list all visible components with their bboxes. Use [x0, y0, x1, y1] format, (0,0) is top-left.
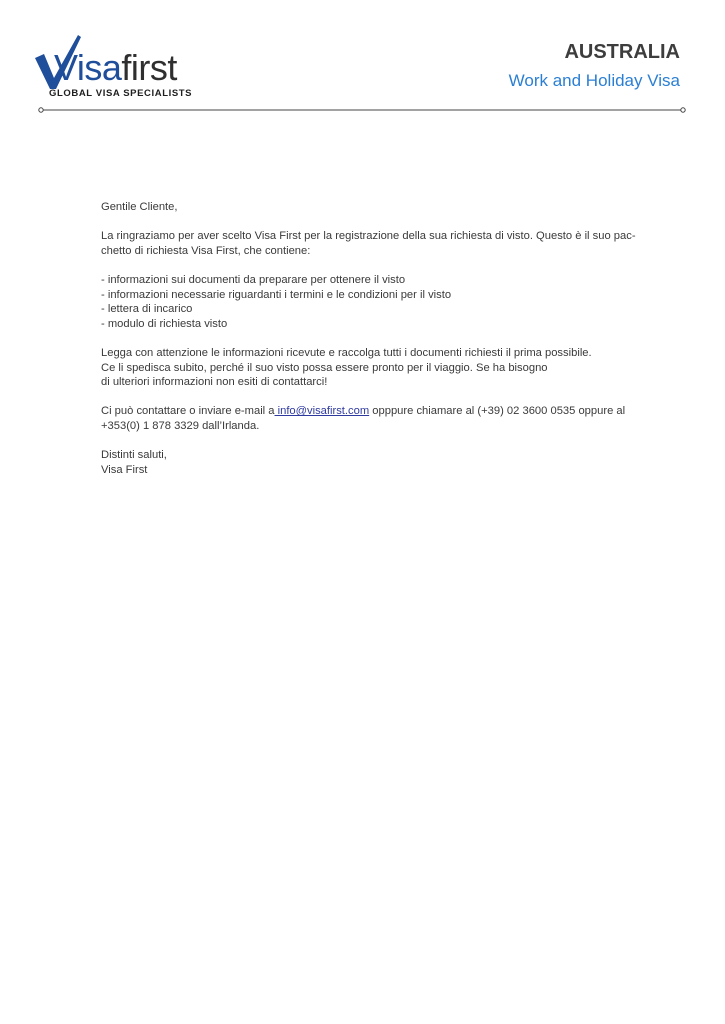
instructions-line-3: di ulteriori informazioni non esiti di contattarci!: [101, 376, 328, 389]
letter-body: [101, 200, 641, 477]
greeting: Gentile Cliente,: [101, 201, 178, 213]
email-link[interactable]: info@visafirst.com: [274, 405, 370, 418]
header-divider: [38, 107, 686, 113]
logo-first-text: first: [121, 47, 177, 88]
logo-visa-text: Visa: [54, 47, 122, 88]
logo-tagline: GLOBAL VISA SPECIALISTS: [49, 88, 193, 99]
instructions-line-2: Ce li spedisca subito, perché il suo visto possa essere pronto per il viaggio. Se ha bisogno: [101, 361, 548, 374]
intro-line-2: chetto di richiesta Visa First, che contiene:: [101, 244, 311, 257]
instructions-line-1: Legga con attenzione le informazioni ricevute e raccolga tutti i documenti richiesti il prima possibile.: [101, 346, 592, 359]
header-country: AUSTRALIA: [564, 41, 680, 63]
contact-suffix: opppure chiamare al (+39) 02 3600 0535 oppure al: [369, 405, 626, 418]
list-item: - informazioni sui documenti da preparare per ottenere il visto: [101, 273, 406, 286]
list-item: - lettera di incarico: [101, 303, 193, 316]
contact-line-1: [101, 404, 641, 419]
visafirst-logo: [34, 34, 194, 102]
contact-line-2: +353(0) 1 878 3329 dall’Irlanda.: [101, 419, 260, 432]
list-item: - informazioni necessarie riguardanti i termini e le condizioni per il visto: [101, 288, 452, 301]
logo-wordmark: [34, 48, 177, 88]
closing: Distinti saluti,: [101, 449, 167, 462]
list-item: - modulo di richiesta visto: [101, 317, 228, 330]
signature: Visa First: [101, 463, 148, 476]
header-visa-type: Work and Holiday Visa: [508, 71, 680, 90]
intro-line-1: La ringraziamo per aver scelto Visa First per la registrazione della sua richiesta di visto. Questo è il suo pac-: [101, 230, 636, 243]
contact-prefix: Ci può contattare o inviare e-mail a: [101, 405, 275, 418]
